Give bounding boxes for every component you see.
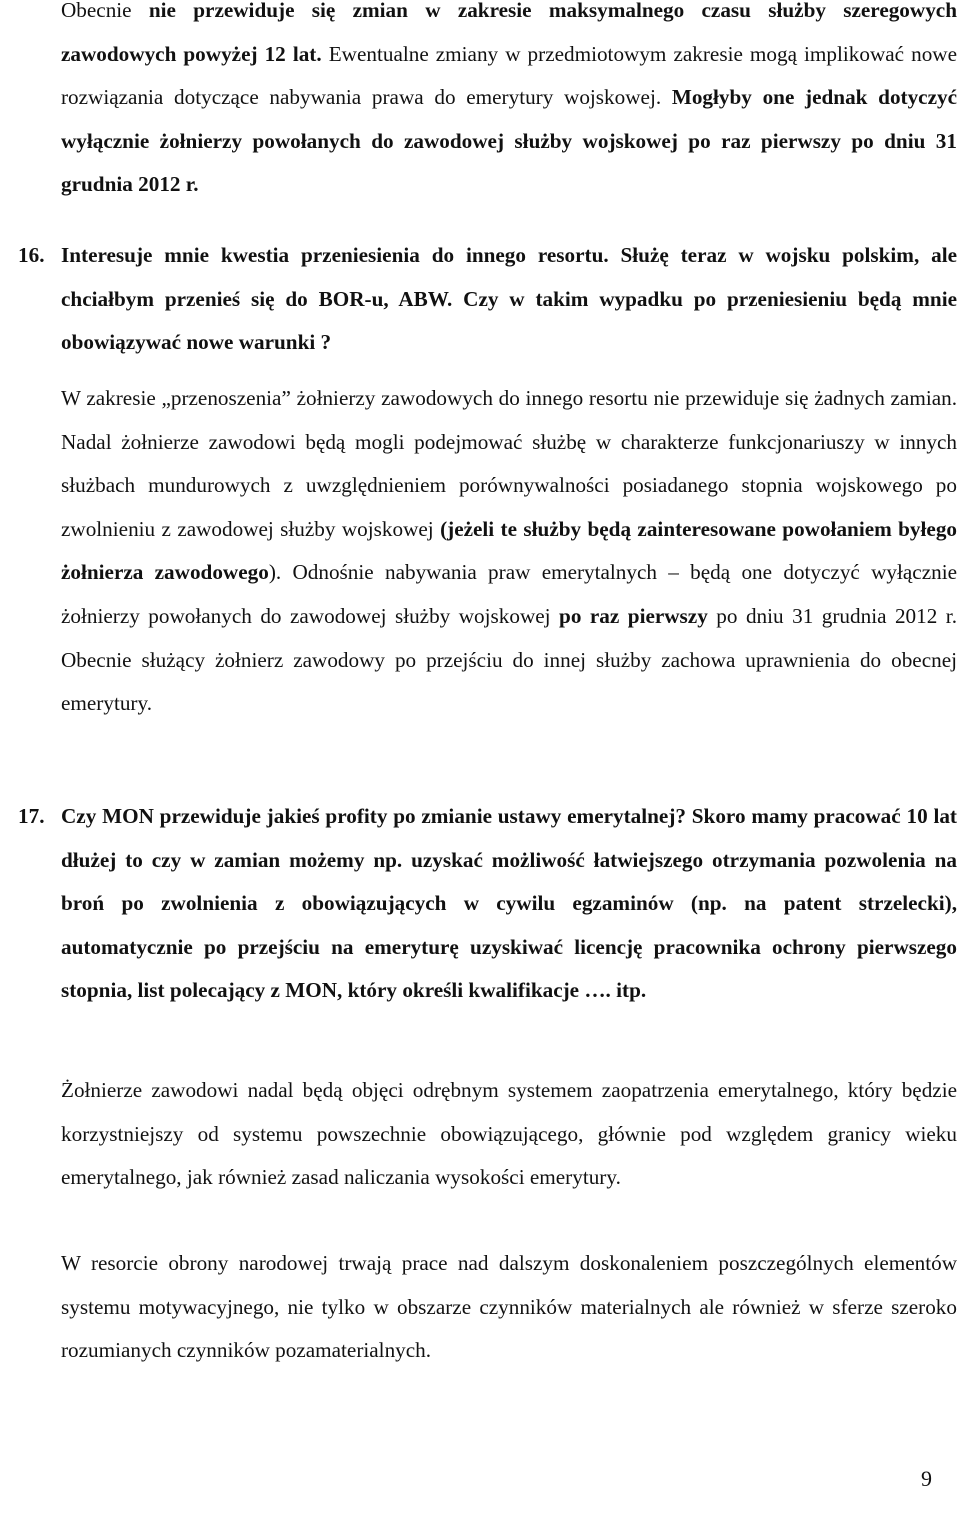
intro-text-d: Mogłyby one jednak dotyczyć wyłącznie żołnierzy powołanych do zawodowej służby wojskowej po raz pierwszy po dniu 31 grudnia 2012 r. — [61, 85, 957, 197]
answer-17-paragraph-1: Żołnierze zawodowi nadal będą objęci odrębnym systemem zaopatrzenia emerytalnego, który będzie korzystniejszy od systemu powszechnie obowiązującego, głównie pod względem granicy wieku emerytalnego, jak również zasad naliczania wysokości emerytury. — [61, 1078, 957, 1190]
answer-16-text-c: ). Odnośnie nabywania praw emerytalnych – będą one dotyczyć wyłącznie żołnierzy powołanych do zawodowej służby wojskowej — [61, 560, 957, 628]
intro-text-b: nie przewiduje się zmian w zakresie maksymalnego czasu służby szeregowych zawodowych powyżej 12 lat. — [61, 0, 957, 66]
question-17-number: 17. — [18, 804, 45, 828]
answer-16-text-a: W zakresie „przenoszenia” żołnierzy zawodowych do innego resortu nie przewiduje się żadnych zamian. Nadal żołnierze zawodowi będą mogli podejmować służbę w charakterze funkcjonariuszy w innych służbach mundurowych z uwzględnieniem porównywalności posiadanego stopnia wojskowego po zwolnieniu z zawodowej służby wojskowej — [61, 386, 957, 541]
answer-16-text-b: (jeżeli te służby będą zainteresowane powołaniem byłego żołnierza zawodowego — [61, 516, 958, 585]
question-17-text: Czy MON przewiduje jakieś profity po zmianie ustawy emerytalnej? Skoro mamy pracować 10 lat dłużej to czy w zamian możemy np. uzyskać możliwość łatwiejszego otrzymania pozwolenia na broń po zwolnienia z obowiązujących w cywilu egzaminów (np. na patent strzelecki), automatycznie po przejściu na emeryturę uzyskiwać licencję pracownika ochrony pierwszego stopnia, list polecający z MON, który określi kwalifikacje …. itp. — [61, 804, 957, 1003]
page-number: 9 — [921, 1466, 932, 1491]
intro-text-a: Obecnie — [61, 0, 149, 22]
answer-17-paragraph-2: W resorcie obrony narodowej trwają prace nad dalszym doskonaleniem poszczególnych elementów systemu motywacyjnego, nie tylko w obszarze czynników materialnych ale również w sferze szeroko rozumianych czynników pozamaterialnych. — [61, 1251, 957, 1363]
answer-16-text-e: po dniu 31 grudnia 2012 r. Obecnie służący żołnierz zawodowy po przejściu do innej służby zachowa uprawnienia do obecnej emerytury. — [61, 603, 957, 716]
answer-16-text-d: po raz pierwszy — [559, 603, 708, 628]
answer-16 — [61, 377, 957, 726]
question-16-number: 16. — [18, 243, 45, 267]
question-16-text: Interesuje mnie kwestia przeniesienia do innego resortu. Służę teraz w wojsku polskim, ale chciałbym przenieś się do BOR-u, ABW. Czy w takim wypadku po przeniesieniu będą mnie obowiązywać nowe warunki ? — [61, 243, 957, 355]
intro-text-c: Ewentualne zmiany w przedmiotowym zakresie mogą implikować nowe rozwiązania dotyczące nabywania prawa do emerytury wojskowej. — [61, 41, 958, 110]
paragraph-intro — [61, 0, 957, 207]
